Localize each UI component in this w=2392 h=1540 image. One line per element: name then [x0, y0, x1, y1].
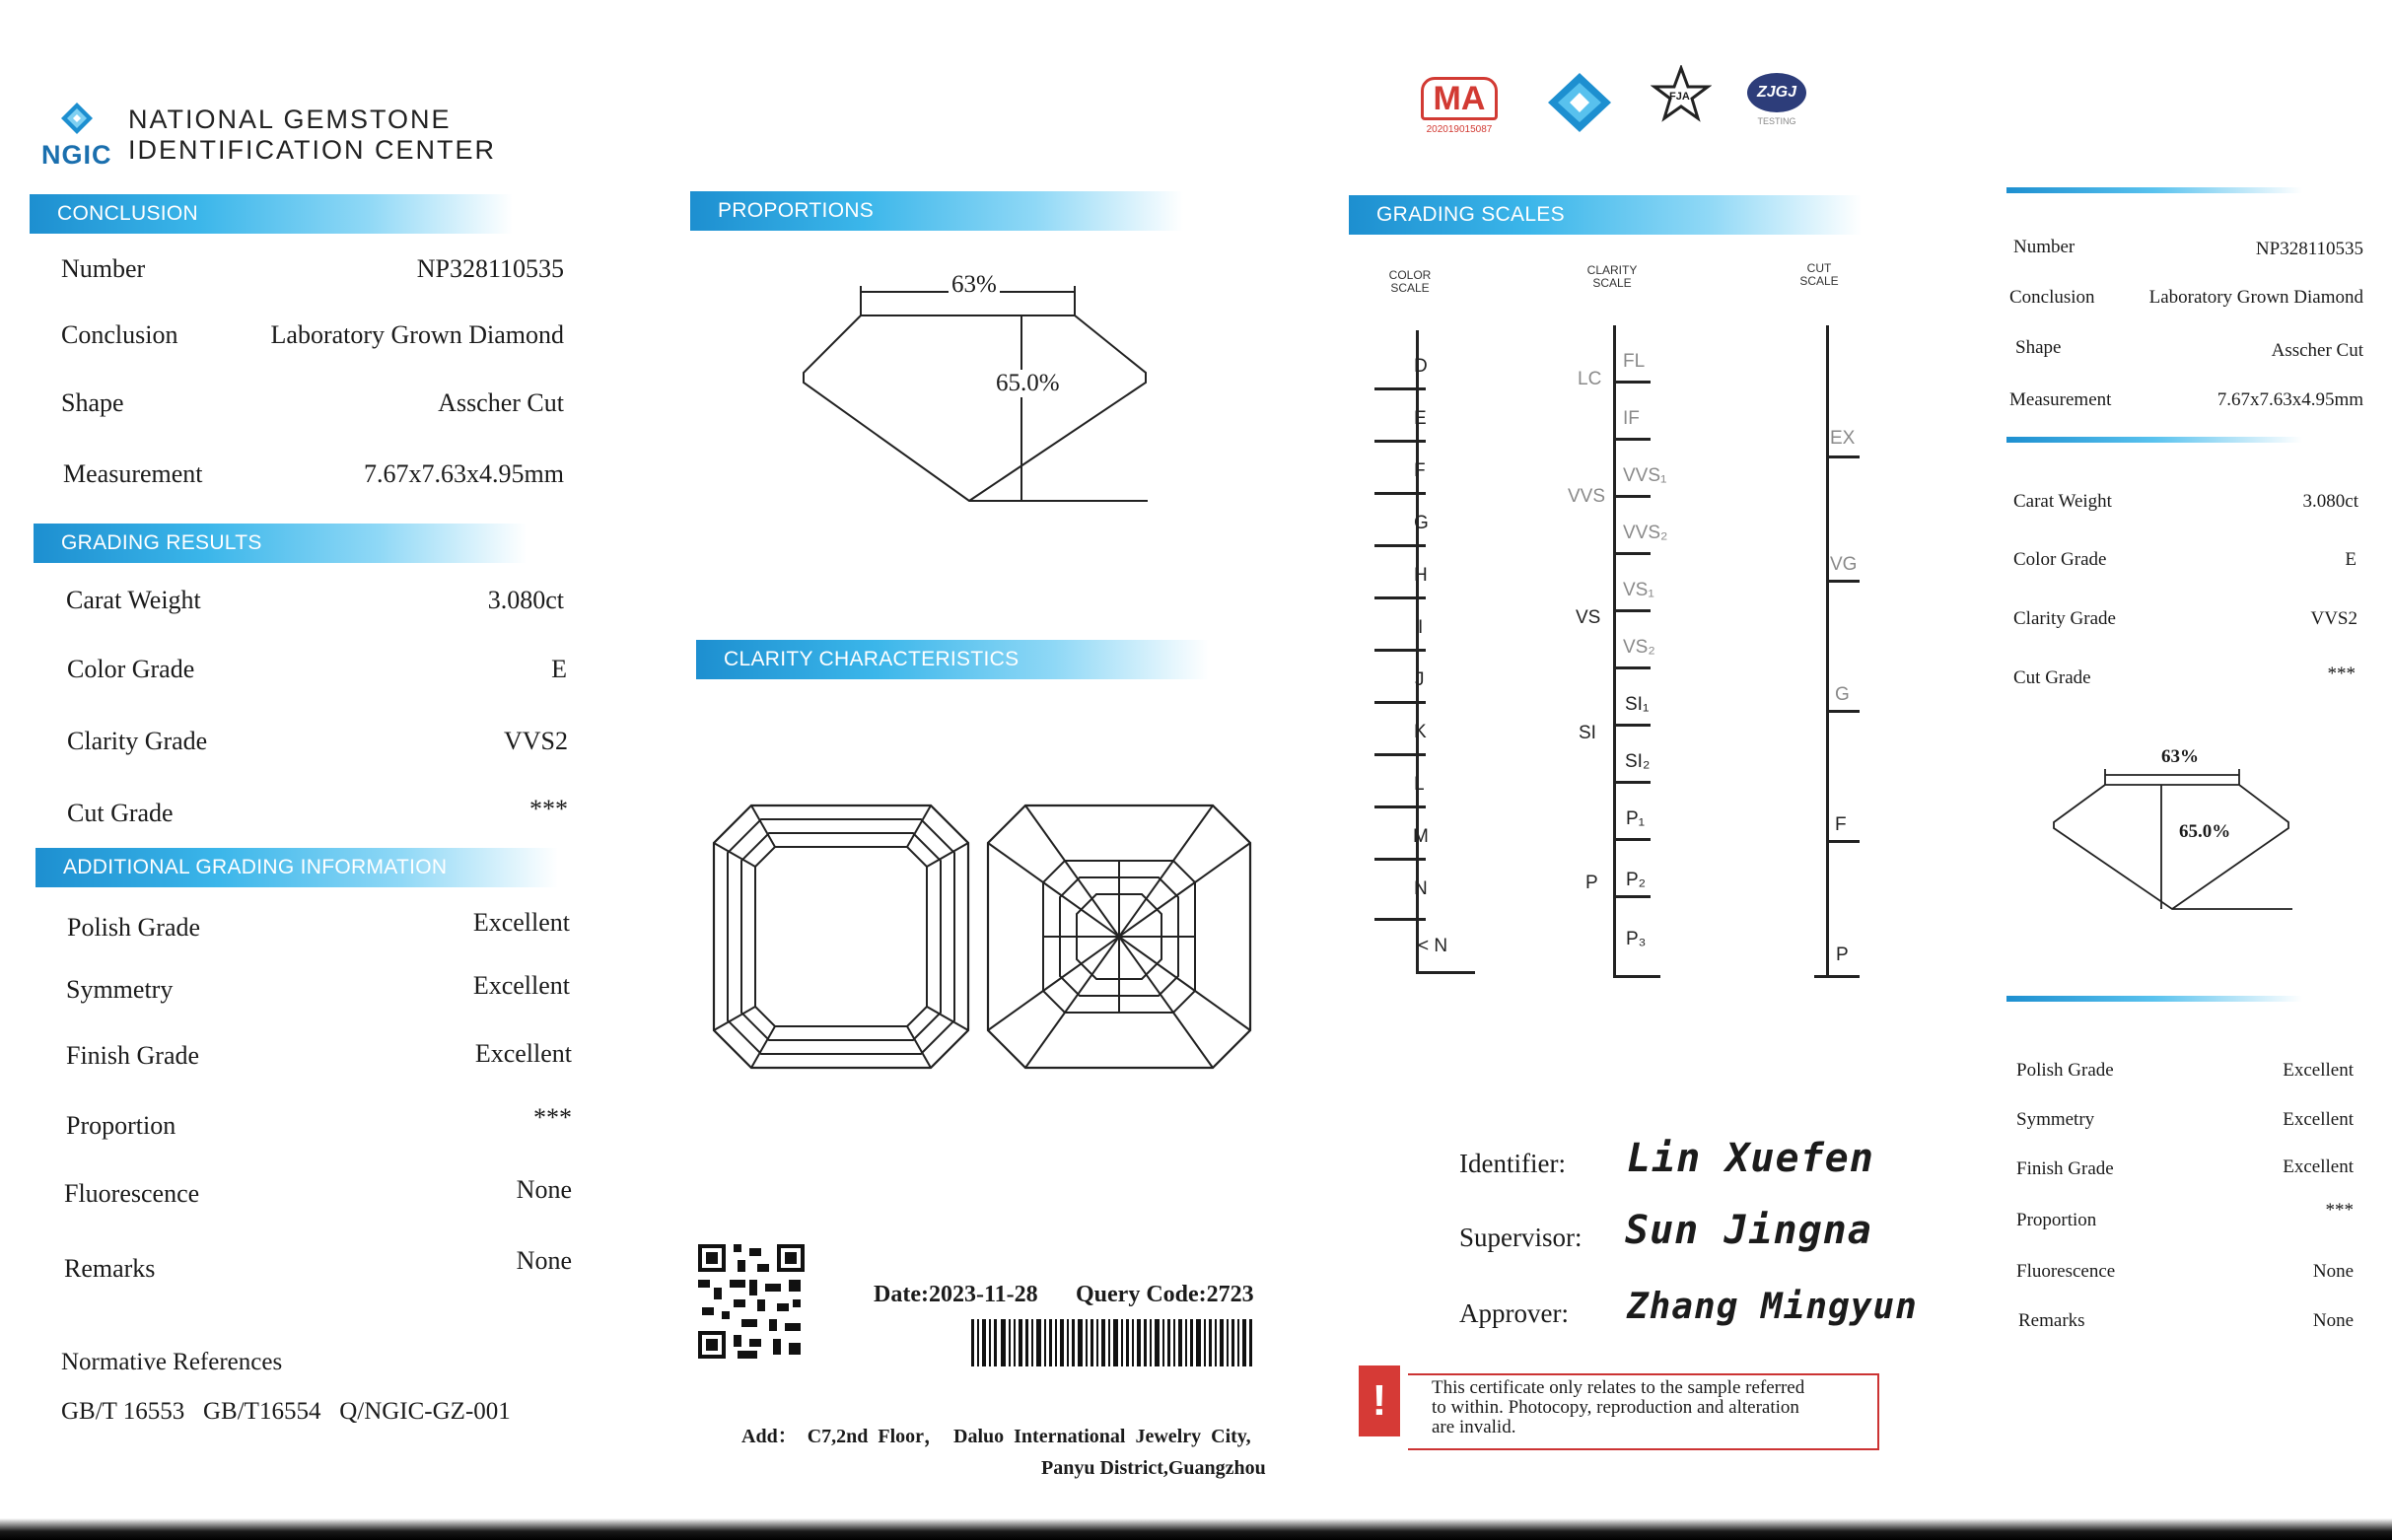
row-label: Carat Weight: [2013, 491, 2112, 512]
clarity-scale: [1558, 325, 1696, 981]
color-grade-label: K: [1414, 722, 1427, 742]
clarity-tick: [1613, 975, 1660, 978]
row-value: Excellent: [2283, 1156, 2354, 1177]
color-grade-label: H: [1414, 565, 1428, 586]
color-tick: [1374, 858, 1426, 861]
row-value: ***: [529, 795, 568, 823]
clarity-tick: [1613, 381, 1651, 384]
clarity-group-label: P: [1585, 873, 1598, 893]
proportions-heading: PROPORTIONS: [690, 191, 1183, 231]
exclamation-icon: !: [1359, 1365, 1400, 1436]
row-value: Excellent: [472, 971, 570, 1000]
table-percentage: 63%: [949, 271, 1000, 299]
scale-title-line: CUT: [1806, 261, 1832, 275]
row-label: Fluorescence: [2016, 1261, 2116, 1282]
row-value: Asscher Cut: [438, 388, 564, 417]
zjgj-logo-sub: TESTING: [1757, 116, 1796, 126]
scale-title-line: SCALE: [1592, 276, 1632, 290]
row-label: Symmetry: [66, 975, 174, 1004]
clarity-tick: [1613, 495, 1651, 498]
clarity-tick: [1613, 724, 1651, 727]
proportion-diagram: [779, 276, 1163, 513]
scale-title-line: SCALE: [1390, 281, 1430, 295]
color-grade-label: F: [1414, 460, 1426, 481]
row-label: Finish Grade: [2016, 1158, 2114, 1179]
clarity-group-label: SI: [1579, 723, 1596, 743]
clarity-scale-title: [1578, 264, 1647, 290]
notice-line2: to within. Photocopy, reproduction and alteration: [1432, 1397, 1799, 1418]
clarity-grade-label: VS₂: [1623, 637, 1655, 658]
cut-tick: [1814, 975, 1860, 978]
clarity-tick: [1613, 666, 1651, 669]
color-tick: [1374, 492, 1426, 495]
org-name-line2: IDENTIFICATION CENTER: [128, 135, 497, 165]
row-value: Excellent: [2283, 1060, 2354, 1081]
cut-grade-label: P: [1836, 945, 1849, 965]
normative-references-heading: Normative References: [61, 1349, 283, 1375]
row-value: None: [2312, 1310, 2354, 1331]
row-label: Conclusion: [2009, 287, 2095, 308]
row-value: E: [551, 655, 567, 683]
color-tick: [1374, 701, 1426, 704]
color-tick: [1374, 649, 1426, 652]
row-value: ***: [533, 1103, 572, 1132]
clarity-grade-label: SI₁: [1625, 694, 1650, 715]
ngic-diamond-logo: [1540, 69, 1619, 138]
row-value: VVS2: [2310, 608, 2357, 629]
grading-scales-heading: GRADING SCALES: [1349, 195, 1862, 235]
row-label: Color Grade: [2013, 549, 2107, 570]
row-value: ***: [2327, 664, 2356, 684]
color-tick: [1374, 387, 1426, 390]
row-label: Number: [61, 254, 146, 283]
identifier-label: Identifier:: [1459, 1149, 1566, 1178]
row-label: Conclusion: [61, 320, 178, 349]
cut-tick: [1826, 840, 1860, 843]
certificate-date: Date:2023-11-28: [874, 1282, 1038, 1307]
row-value: Excellent: [472, 908, 570, 937]
color-grade-label: E: [1414, 408, 1427, 429]
color-tick: [1374, 753, 1426, 756]
query-code: Query Code:2723: [1076, 1282, 1254, 1307]
row-value: 3.080ct: [487, 586, 564, 614]
row-value: 3.080ct: [2302, 491, 2358, 512]
summary-divider-bottom: [2006, 996, 2302, 1002]
identifier-signature: Lin Xuefen: [1627, 1136, 1874, 1181]
clarity-tick: [1613, 552, 1651, 555]
summary-depth-percentage: 65.0%: [2179, 821, 2231, 842]
color-scale: [1371, 330, 1479, 976]
clarity-grade-label: SI₂: [1625, 751, 1651, 772]
color-tick: [1416, 971, 1475, 974]
row-label: Polish Grade: [2016, 1060, 2114, 1081]
color-tick: [1374, 918, 1426, 921]
clarity-grade-label: FL: [1623, 351, 1646, 372]
normative-references-text: GB/T 16553 GB/T16554 Q/NGIC-GZ-001: [61, 1398, 511, 1425]
color-grade-label: G: [1414, 513, 1429, 533]
depth-percentage: 65.0%: [993, 370, 1063, 397]
clarity-grade-label: VVS₂: [1623, 523, 1668, 543]
row-value: Laboratory Grown Diamond: [270, 320, 564, 349]
clarity-grade-label: P₂: [1626, 870, 1647, 890]
notice-line3: are invalid.: [1432, 1417, 1516, 1437]
clarity-group-label: VVS: [1568, 486, 1606, 507]
clarity-tick: [1613, 781, 1651, 784]
row-value: None: [516, 1246, 572, 1275]
clarity-grade-label: P₁: [1626, 808, 1646, 829]
color-grade-label: N: [1414, 878, 1428, 899]
ma-logo: [1415, 77, 1504, 146]
row-label: Clarity Grade: [2013, 608, 2116, 629]
row-label: Cut Grade: [2013, 667, 2091, 688]
qr-code: [698, 1244, 805, 1359]
cut-scale-title: [1790, 262, 1849, 288]
row-label: Proportion: [2016, 1210, 2097, 1230]
cut-scale-axis: [1826, 325, 1829, 978]
row-value: None: [516, 1175, 572, 1204]
row-label: Polish Grade: [67, 913, 201, 942]
row-value: VVS2: [503, 727, 568, 755]
clarity-group-label: VS: [1576, 607, 1601, 628]
cut-scale: [1775, 325, 1873, 981]
clarity-grade-label: P₃: [1626, 929, 1647, 949]
grading-results-heading: GRADING RESULTS: [34, 524, 527, 563]
additional-heading: ADDITIONAL GRADING INFORMATION: [35, 848, 558, 887]
color-grade-label: J: [1415, 669, 1425, 690]
summary-divider-top: [2006, 187, 2302, 193]
row-label: Number: [2013, 237, 2075, 257]
cut-grade-label: G: [1835, 684, 1850, 705]
barcode: [971, 1319, 1252, 1366]
scale-title-line: SCALE: [1799, 274, 1839, 288]
color-grade-label: < N: [1418, 936, 1448, 956]
summary-divider-mid: [2006, 437, 2302, 443]
page-bottom-edge: [0, 1518, 2392, 1540]
clarity-grade-label: VVS₁: [1623, 465, 1667, 486]
color-tick: [1374, 440, 1426, 443]
fja-star-logo: [1651, 65, 1712, 130]
row-value: E: [2345, 549, 2357, 570]
row-label: Measurement: [2009, 389, 2112, 410]
scale-title-line: CLARITY: [1586, 263, 1638, 277]
color-grade-label: I: [1418, 617, 1424, 638]
cut-grade-label: F: [1835, 814, 1847, 835]
color-grade-label: L: [1414, 774, 1425, 795]
ma-logo-text: MA: [1421, 77, 1498, 120]
row-label: Color Grade: [67, 655, 195, 683]
notice-box: [1359, 1365, 1879, 1448]
zjgj-logo: [1741, 73, 1812, 142]
summary-table-percentage: 63%: [2161, 746, 2199, 767]
address-line2: Panyu District,Guangzhou: [1041, 1457, 1266, 1479]
pavilion-plot-diagram: [986, 804, 1252, 1070]
row-value: 7.67x7.63x4.95mm: [2216, 389, 2363, 410]
scale-title-line: COLOR: [1388, 268, 1432, 282]
color-scale-title: [1380, 269, 1440, 295]
row-label: Proportion: [66, 1111, 176, 1140]
row-value: NP328110535: [416, 254, 564, 283]
summary-proportion-diagram: [2046, 759, 2297, 917]
color-grade-label: D: [1414, 356, 1428, 377]
row-label: Measurement: [63, 459, 203, 488]
clarity-grade-label: IF: [1623, 408, 1640, 429]
row-label: Fluorescence: [64, 1179, 200, 1208]
clarity-characteristics-heading: CLARITY CHARACTERISTICS: [696, 640, 1209, 679]
clarity-grade-label: VS₁: [1623, 580, 1654, 600]
zjgj-logo-text: ZJGJ: [1747, 73, 1806, 112]
color-tick: [1374, 596, 1426, 599]
row-value: NP328110535: [2255, 239, 2363, 259]
row-value: Laboratory Grown Diamond: [2148, 287, 2363, 308]
color-tick: [1374, 544, 1426, 547]
row-label: Clarity Grade: [67, 727, 208, 755]
row-value: Asscher Cut: [2271, 340, 2363, 361]
row-label: Shape: [2015, 337, 2062, 358]
row-value: Excellent: [2283, 1109, 2354, 1130]
cut-grade-label: EX: [1830, 428, 1856, 449]
conclusion-heading: CONCLUSION: [30, 194, 513, 234]
ma-logo-number: 202019015087: [1426, 124, 1493, 135]
row-value: ***: [2325, 1200, 2354, 1221]
approver-label: Approver:: [1459, 1298, 1569, 1328]
clarity-tick: [1613, 838, 1651, 841]
approver-signature: Zhang Mingyun: [1627, 1287, 1918, 1327]
cut-tick: [1826, 710, 1860, 713]
clarity-tick: [1613, 438, 1651, 441]
row-label: Cut Grade: [67, 799, 174, 827]
clarity-tick: [1613, 895, 1651, 898]
color-tick: [1374, 805, 1426, 808]
clarity-tick: [1613, 609, 1651, 612]
fja-logo-text: FJA: [1669, 91, 1690, 103]
cut-tick: [1826, 580, 1860, 583]
row-label: Shape: [61, 388, 124, 417]
crown-plot-diagram: [712, 804, 970, 1070]
row-value: Excellent: [474, 1039, 572, 1068]
address-line1: Add： C7,2nd Floor， Daluo International Jewelry City,: [741, 1426, 1251, 1447]
org-name-line1: NATIONAL GEMSTONE: [128, 105, 452, 134]
row-label: Symmetry: [2016, 1109, 2095, 1130]
supervisor-signature: Sun Jingna: [1625, 1208, 1872, 1253]
clarity-scale-axis: [1613, 325, 1616, 978]
row-value: 7.67x7.63x4.95mm: [364, 459, 564, 488]
clarity-group-label: LC: [1578, 369, 1602, 389]
row-label: Remarks: [2018, 1310, 2085, 1331]
color-grade-label: M: [1413, 826, 1429, 847]
ngic-logo-text: NGIC: [41, 140, 112, 170]
cut-tick: [1826, 455, 1860, 458]
notice-line1: This certificate only relates to the sample referred: [1432, 1377, 1805, 1398]
row-label: Finish Grade: [66, 1041, 200, 1070]
supervisor-label: Supervisor:: [1459, 1223, 1583, 1252]
cut-grade-label: VG: [1830, 554, 1858, 575]
row-value: None: [2312, 1261, 2354, 1282]
row-label: Carat Weight: [66, 586, 201, 614]
row-label: Remarks: [64, 1254, 156, 1283]
